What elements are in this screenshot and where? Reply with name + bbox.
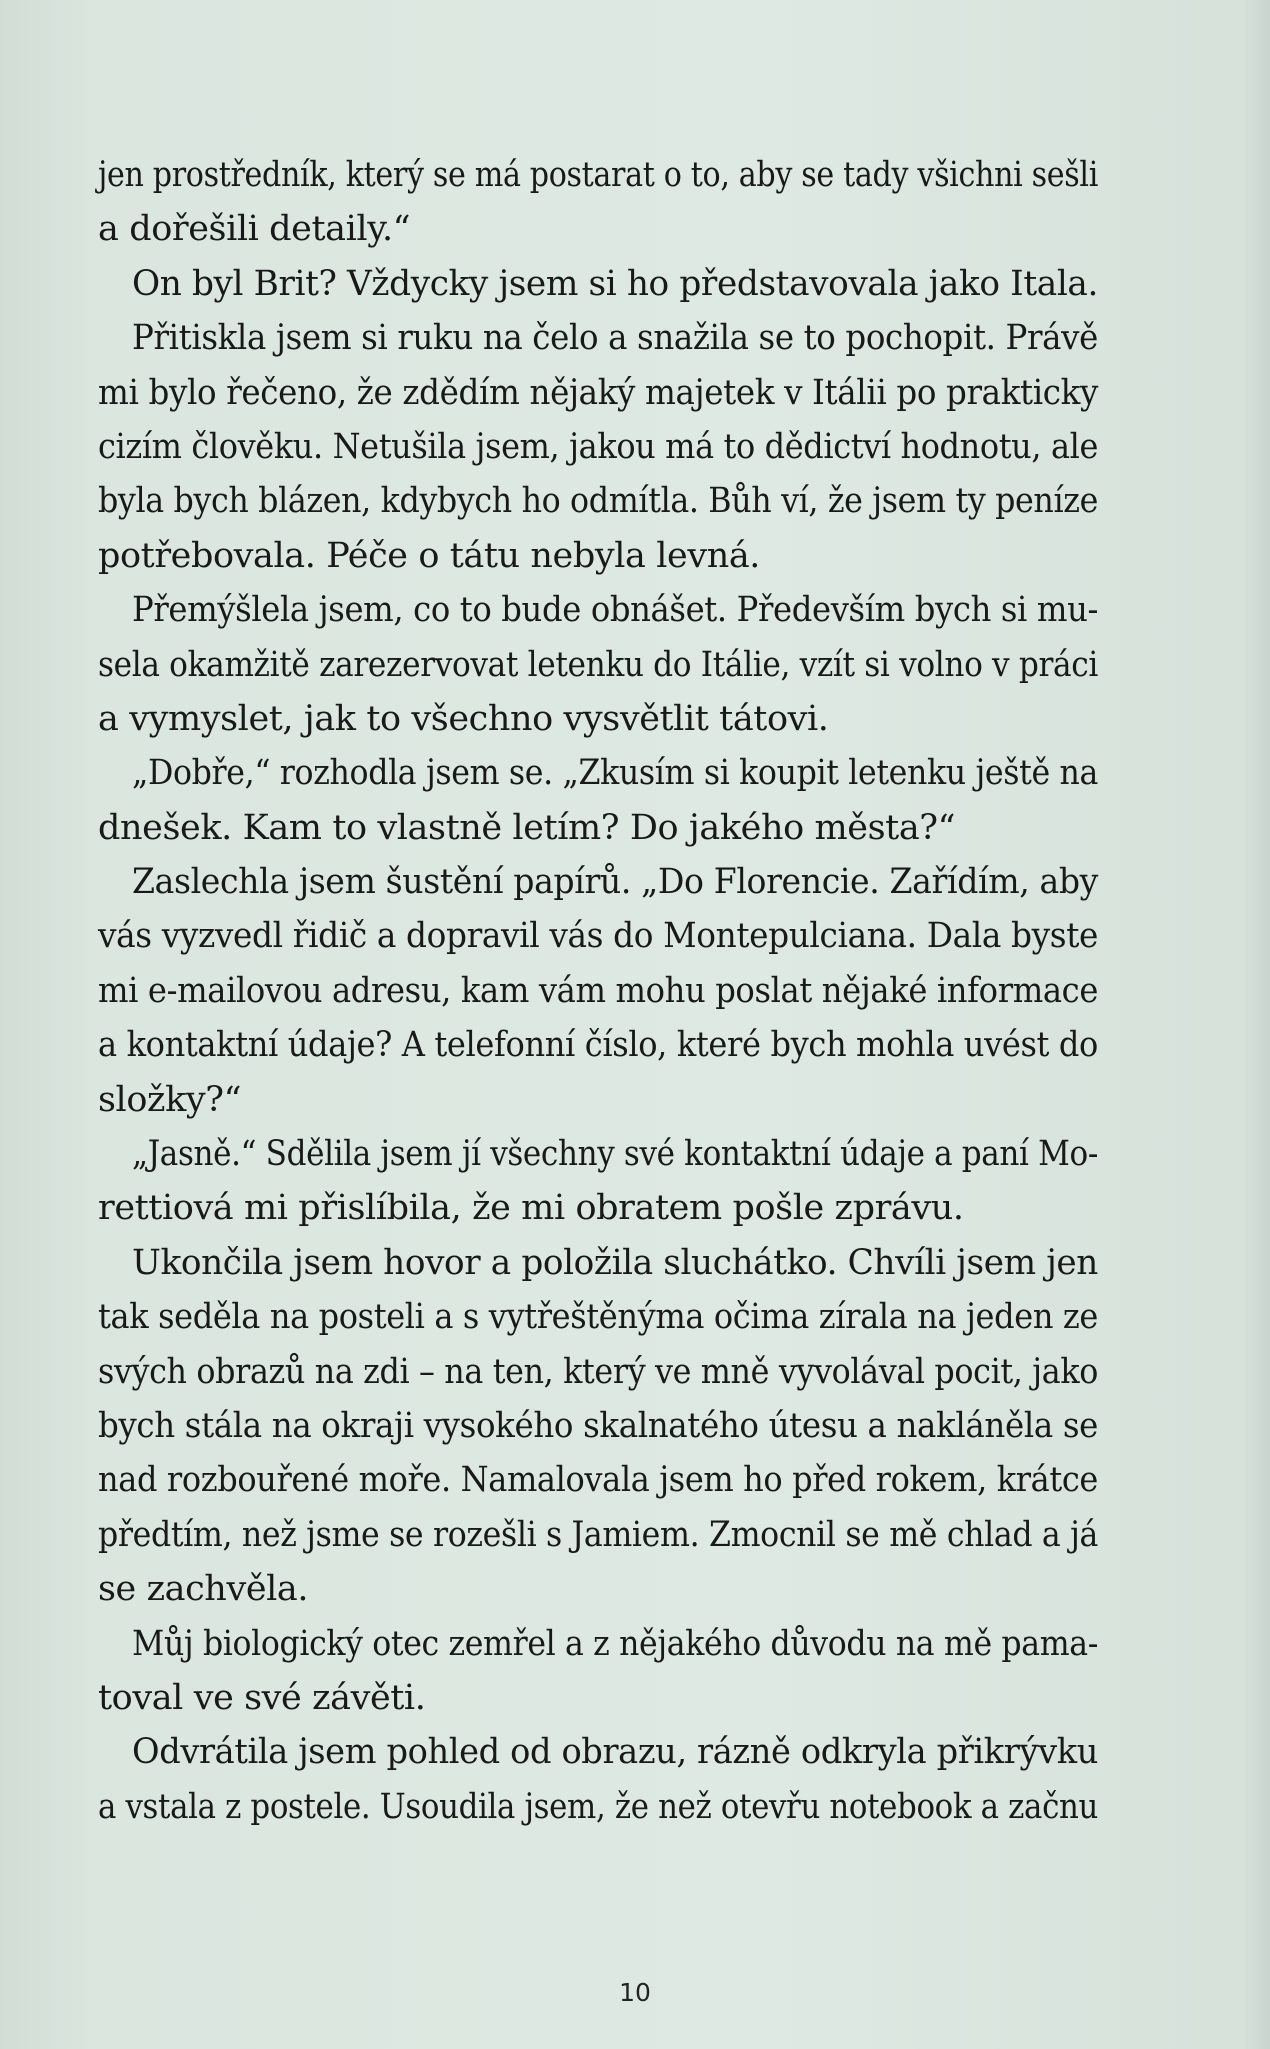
text-line: a kontaktní údaje? A telefonní číslo, které bych mohla uvést do: [98, 1025, 1098, 1066]
page-edge-shadow: [1244, 0, 1270, 2049]
text-line: složky?“: [98, 1079, 242, 1120]
text-line: rettiová mi přislíbila, že mi obratem pošle zprávu.: [98, 1188, 964, 1229]
text-line: „Dobře,“ rozhodla jsem se. „Zkusím si koupit letenku ještě na: [132, 753, 1098, 794]
text-line: Odvrátila jsem pohled od obrazu, rázně odkryla přikrývku: [132, 1732, 1098, 1773]
text-line: cizím člověku. Netušila jsem, jakou má to dědictví hodnotu, ale: [98, 426, 1098, 467]
text-line: dnešek. Kam to vlastně letím? Do jakého města?“: [98, 807, 956, 848]
text-line: Můj biologický otec zemřel a z nějakého důvodu na mě pama-: [132, 1623, 1098, 1664]
text-line: a vymyslet, jak to všechno vysvětlit tátovi.: [98, 698, 829, 739]
text-line: On byl Brit? Vždycky jsem si ho představovala jako Itala.: [132, 263, 1098, 304]
text-line: potřebovala. Péče o tátu nebyla levná.: [98, 535, 761, 576]
text-line: se zachvěla.: [98, 1569, 309, 1610]
text-line: sela okamžitě zarezervovat letenku do Itálie, vzít si volno v práci: [98, 644, 1098, 685]
text-line: nad rozbouřené moře. Namalovala jsem ho před rokem, krátce: [98, 1460, 1098, 1501]
text-line: Zaslechla jsem šustění papírů. „Do Florencie. Zařídím, aby: [132, 862, 1098, 903]
text-line: „Jasně.“ Sdělila jsem jí všechny své kontaktní údaje a paní Mo-: [132, 1134, 1098, 1175]
body-text: [98, 148, 1098, 1834]
text-line: mi bylo řečeno, že zdědím nějaký majetek v Itálii po prakticky: [98, 372, 1098, 413]
text-line: Přitiskla jsem si ruku na čelo a snažila se to pochopit. Právě: [132, 318, 1098, 359]
text-line: a dořešili detaily.“: [98, 209, 411, 250]
text-line: předtím, než jsme se rozešli s Jamiem. Zmocnil se mě chlad a já: [98, 1514, 1098, 1555]
text-line: jen prostředník, který se má postarat o to, aby se tady všichni sešli: [98, 155, 1098, 195]
text-line: mi e-mailovou adresu, kam vám mohu poslat nějaké informace: [98, 970, 1098, 1011]
text-line: bych stála na okraji vysokého skalnatého útesu a nakláněla se: [98, 1405, 1098, 1446]
text-line: toval ve své závěti.: [98, 1677, 426, 1718]
text-line: Ukončila jsem hovor a položila sluchátko. Chvíli jsem jen: [132, 1242, 1098, 1283]
page-number: 10: [619, 1978, 651, 2007]
text-line: svých obrazů na zdi – na ten, který ve mně vyvolával pocit, jako: [98, 1351, 1098, 1392]
text-line: Přemýšlela jsem, co to bude obnášet. Především bych si mu-: [132, 590, 1098, 631]
text-line: tak seděla na posteli a s vytřeštěnýma očima zírala na jeden ze: [98, 1297, 1098, 1338]
text-line: vás vyzvedl řidič a dopravil vás do Montepulciana. Dala byste: [98, 916, 1098, 957]
text-line: byla bych blázen, kdybych ho odmítla. Bůh ví, že jsem ty peníze: [98, 481, 1098, 522]
text-line: a vstala z postele. Usoudila jsem, že než otevřu notebook a začnu: [98, 1786, 1098, 1827]
